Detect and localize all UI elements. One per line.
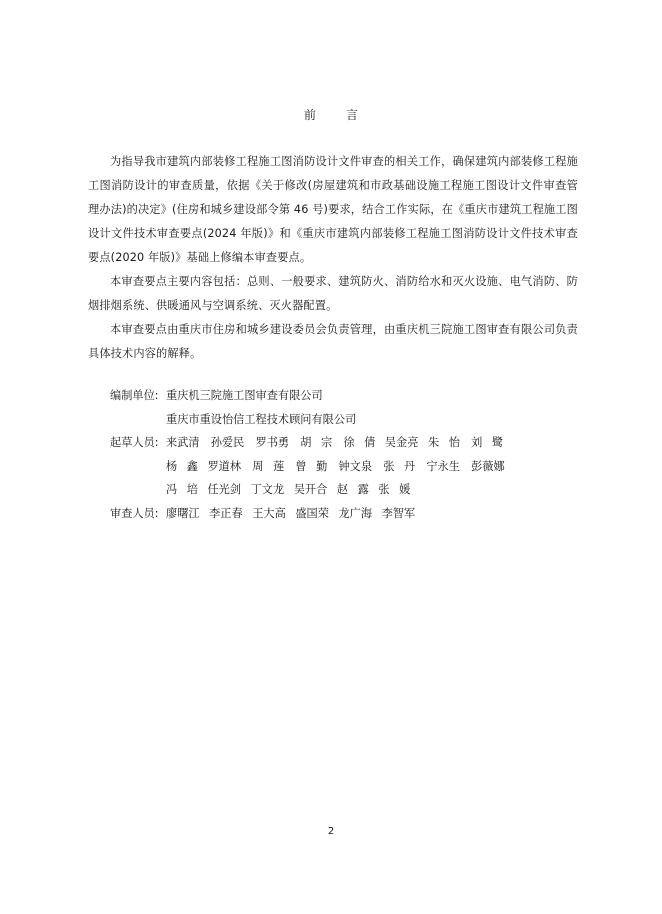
title-char-left: 前 xyxy=(303,108,316,122)
drafters-names: 冯 培 任光剑 丁文龙 吴开合 赵 露 张 媛 xyxy=(166,483,411,496)
drafters-row xyxy=(110,478,570,502)
compiler-name: 重庆市重设怡信工程技术顾问有限公司 xyxy=(166,412,357,426)
page-title xyxy=(0,106,662,123)
compiler-row xyxy=(110,384,570,408)
compiler-label: 编制单位: xyxy=(110,389,159,402)
compiler-row xyxy=(110,408,570,432)
paragraph-management: 本审查要点由重庆市住房和城乡建设委员会负责管理，由重庆机三院施工图审查有限公司负责具体技术内容的解释。 xyxy=(88,323,578,360)
reviewers-row xyxy=(110,502,570,526)
drafters-names: 来武清 孙爱民 罗书勇 胡 宗 徐 倩 吴金亮 朱 怡 刘 鹭 xyxy=(166,436,504,449)
page-number: 2 xyxy=(327,826,335,837)
drafters-row xyxy=(110,431,570,455)
title-char-right: 言 xyxy=(346,108,359,122)
drafters-names: 杨 鑫 罗道林 周 莲 曾 勤 钟文泉 张 丹 宁永生 彭薇娜 xyxy=(166,459,505,473)
reviewers-label: 审查人员: xyxy=(110,506,159,520)
drafters-row xyxy=(110,455,570,479)
preface-body xyxy=(88,150,578,366)
paragraph-purpose: 为指导我市建筑内部装修工程施工图消防设计文件审查的相关工作，确保建筑内部装修工程施工图消防设计的审查质量，依据《关于修改(房屋建筑和市政基础设施工程施工图设计文件审查管理办法)的决定》(住房和城乡建设部令第 46 号)要求，结合工作实际，在《重庆市建筑工程施工图设计文件技术审查要点(2024 年版)》和《重庆市建筑内部装修工程施工图消防设计文件技术审查要点(2020 年版)》基础上修编本审查要点。 xyxy=(88,155,578,264)
compiler-name: 重庆机三院施工图审查有限公司 xyxy=(166,389,323,402)
reviewers-names: 廖曙江 李正春 王大高 盛国荣 龙广海 李智军 xyxy=(166,506,416,520)
credits-block xyxy=(110,384,570,525)
paragraph-contents: 本审查要点主要内容包括：总则、一般要求、建筑防火、消防给水和灭火设施、电气消防、防烟排烟系统、供暖通风与空调系统、灭火器配置。 xyxy=(88,275,578,312)
drafters-label: 起草人员: xyxy=(110,436,159,449)
